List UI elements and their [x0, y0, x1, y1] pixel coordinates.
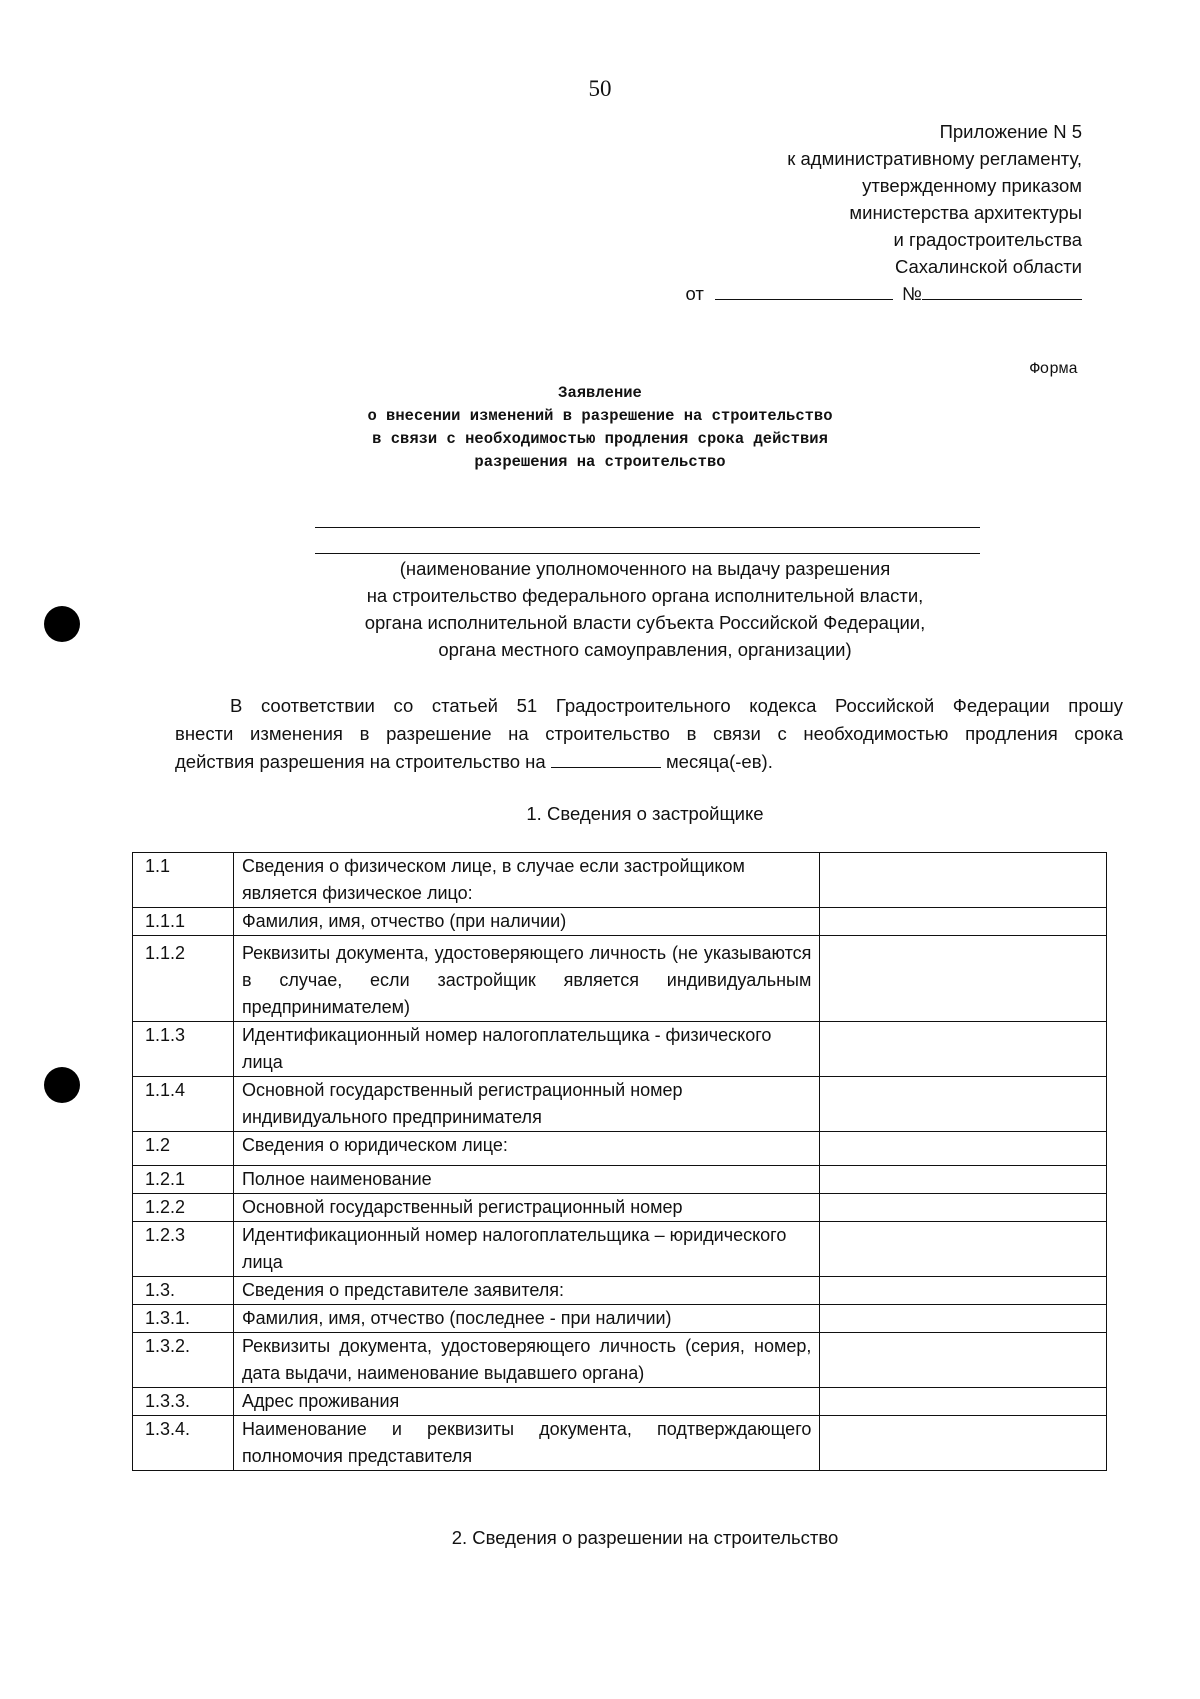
row-label: Фамилия, имя, отчество (при наличии) [233, 908, 819, 936]
row-number: 1.3. [133, 1277, 234, 1305]
appendix-block [686, 118, 1083, 307]
row-label: Основной государственный регистрационный номер [233, 1194, 819, 1222]
request-paragraph [175, 692, 1123, 776]
title-line: в связи с необходимостью продления срока действия [372, 430, 828, 448]
row-value-field[interactable] [820, 1077, 1107, 1132]
caption-line: на строительство федерального органа исполнительной власти, [366, 585, 924, 606]
table-row [133, 1222, 1107, 1277]
date-prefix: от [685, 283, 704, 304]
title-line: о внесении изменений в разрешение на строительство [367, 407, 833, 425]
row-number: 1.1.4 [133, 1077, 234, 1132]
title-line: разрешения на строительство [474, 453, 726, 471]
row-value-field[interactable] [820, 908, 1107, 936]
row-label: Сведения о юридическом лице: [233, 1132, 819, 1166]
row-label: Наименование и реквизиты документа, подтверждающего полномочия представителя [233, 1416, 819, 1471]
row-value-field[interactable] [820, 1416, 1107, 1471]
request-line: внести изменения в разрешение на строительство в связи с необходимостью продления срока [175, 723, 1123, 744]
row-label: Сведения о физическом лице, в случае если застройщиком является физическое лицо: [233, 853, 819, 908]
row-label: Основной государственный регистрационный номер индивидуального предпринимателя [233, 1077, 819, 1132]
row-number: 1.3.3. [133, 1388, 234, 1416]
request-line-3-start: действия разрешения на строительство на [175, 751, 546, 772]
row-value-field[interactable] [820, 1305, 1107, 1333]
row-number: 1.2 [133, 1132, 234, 1166]
row-label: Сведения о представителе заявителя: [233, 1277, 819, 1305]
appendix-line: утвержденному приказом [862, 175, 1082, 196]
table-row [133, 1077, 1107, 1132]
row-number: 1.1 [133, 853, 234, 908]
table-row [133, 1388, 1107, 1416]
row-number: 1.2.3 [133, 1222, 234, 1277]
document-title [0, 382, 1200, 474]
row-number: 1.1.3 [133, 1022, 234, 1077]
number-prefix: № [902, 283, 922, 304]
row-label: Адрес проживания [233, 1388, 819, 1416]
title-line: Заявление [558, 384, 642, 402]
request-line-3 [175, 748, 1123, 776]
row-label: Реквизиты документа, удостоверяющего личность (серия, номер, дата выдачи, наименование выдавшего органа) [233, 1333, 819, 1388]
appendix-line: министерства архитектуры [849, 202, 1082, 223]
applicant-info-table [132, 852, 1107, 1471]
table-row [133, 1333, 1107, 1388]
row-label: Идентификационный номер налогоплательщика - физического лица [233, 1022, 819, 1077]
section-2-heading: 2. Сведения о разрешении на строительство [451, 1527, 839, 1548]
row-number: 1.3.1. [133, 1305, 234, 1333]
table-row [133, 1305, 1107, 1333]
section-1-heading: 1. Сведения о застройщике [526, 803, 764, 824]
caption-line: органа исполнительной власти субъекта Российской Федерации, [364, 612, 926, 633]
row-value-field[interactable] [820, 936, 1107, 1022]
request-line-3-end: месяца(-ев). [665, 751, 773, 772]
punch-hole-mark [44, 1067, 80, 1103]
page-number: 50 [588, 76, 612, 101]
row-number: 1.2.2 [133, 1194, 234, 1222]
row-value-field[interactable] [820, 1333, 1107, 1388]
row-value-field[interactable] [820, 1166, 1107, 1194]
row-number: 1.1.1 [133, 908, 234, 936]
table-row [133, 1277, 1107, 1305]
request-line: В соответствии со статьей 51 Градостроительного кодекса Российской Федерации прошу [230, 695, 1123, 716]
row-value-field[interactable] [820, 1277, 1107, 1305]
row-value-field[interactable] [820, 1022, 1107, 1077]
row-value-field[interactable] [820, 1132, 1107, 1166]
row-number: 1.3.2. [133, 1333, 234, 1388]
row-label: Полное наименование [233, 1166, 819, 1194]
row-value-field[interactable] [820, 1222, 1107, 1277]
months-blank[interactable] [551, 749, 661, 768]
appendix-line: Сахалинской области [894, 256, 1082, 277]
table-row [133, 908, 1107, 936]
caption-line: (наименование уполномоченного на выдачу разрешения [399, 558, 891, 579]
appendix-line: и градостроительства [893, 229, 1082, 250]
table-row [133, 936, 1107, 1022]
table-row [133, 853, 1107, 908]
table-row [133, 1132, 1107, 1166]
row-label: Реквизиты документа, удостоверяющего личность (не указываются в случае, если застройщик является индивидуальным предпринимателем) [233, 936, 819, 1022]
punch-hole-mark [44, 606, 80, 642]
order-date-blank[interactable] [715, 281, 893, 300]
row-number: 1.1.2 [133, 936, 234, 1022]
order-number-blank[interactable] [922, 281, 1082, 300]
authority-caption [0, 555, 1200, 663]
row-value-field[interactable] [820, 1194, 1107, 1222]
form-label: Форма [1029, 360, 1078, 378]
authority-name-blank-1[interactable] [315, 527, 980, 528]
row-number: 1.2.1 [133, 1166, 234, 1194]
table-row [133, 1166, 1107, 1194]
appendix-line: Приложение N 5 [939, 121, 1082, 142]
order-date-number-line [686, 280, 1083, 307]
appendix-line: к административному регламенту, [787, 148, 1082, 169]
row-label: Идентификационный номер налогоплательщика – юридического лица [233, 1222, 819, 1277]
authority-name-blank-2[interactable] [315, 553, 980, 554]
table-row [133, 1194, 1107, 1222]
row-number: 1.3.4. [133, 1416, 234, 1471]
row-value-field[interactable] [820, 1388, 1107, 1416]
caption-line: органа местного самоуправления, организации) [438, 639, 852, 660]
row-value-field[interactable] [820, 853, 1107, 908]
table-row [133, 1416, 1107, 1471]
row-label: Фамилия, имя, отчество (последнее - при наличии) [233, 1305, 819, 1333]
table-row [133, 1022, 1107, 1077]
